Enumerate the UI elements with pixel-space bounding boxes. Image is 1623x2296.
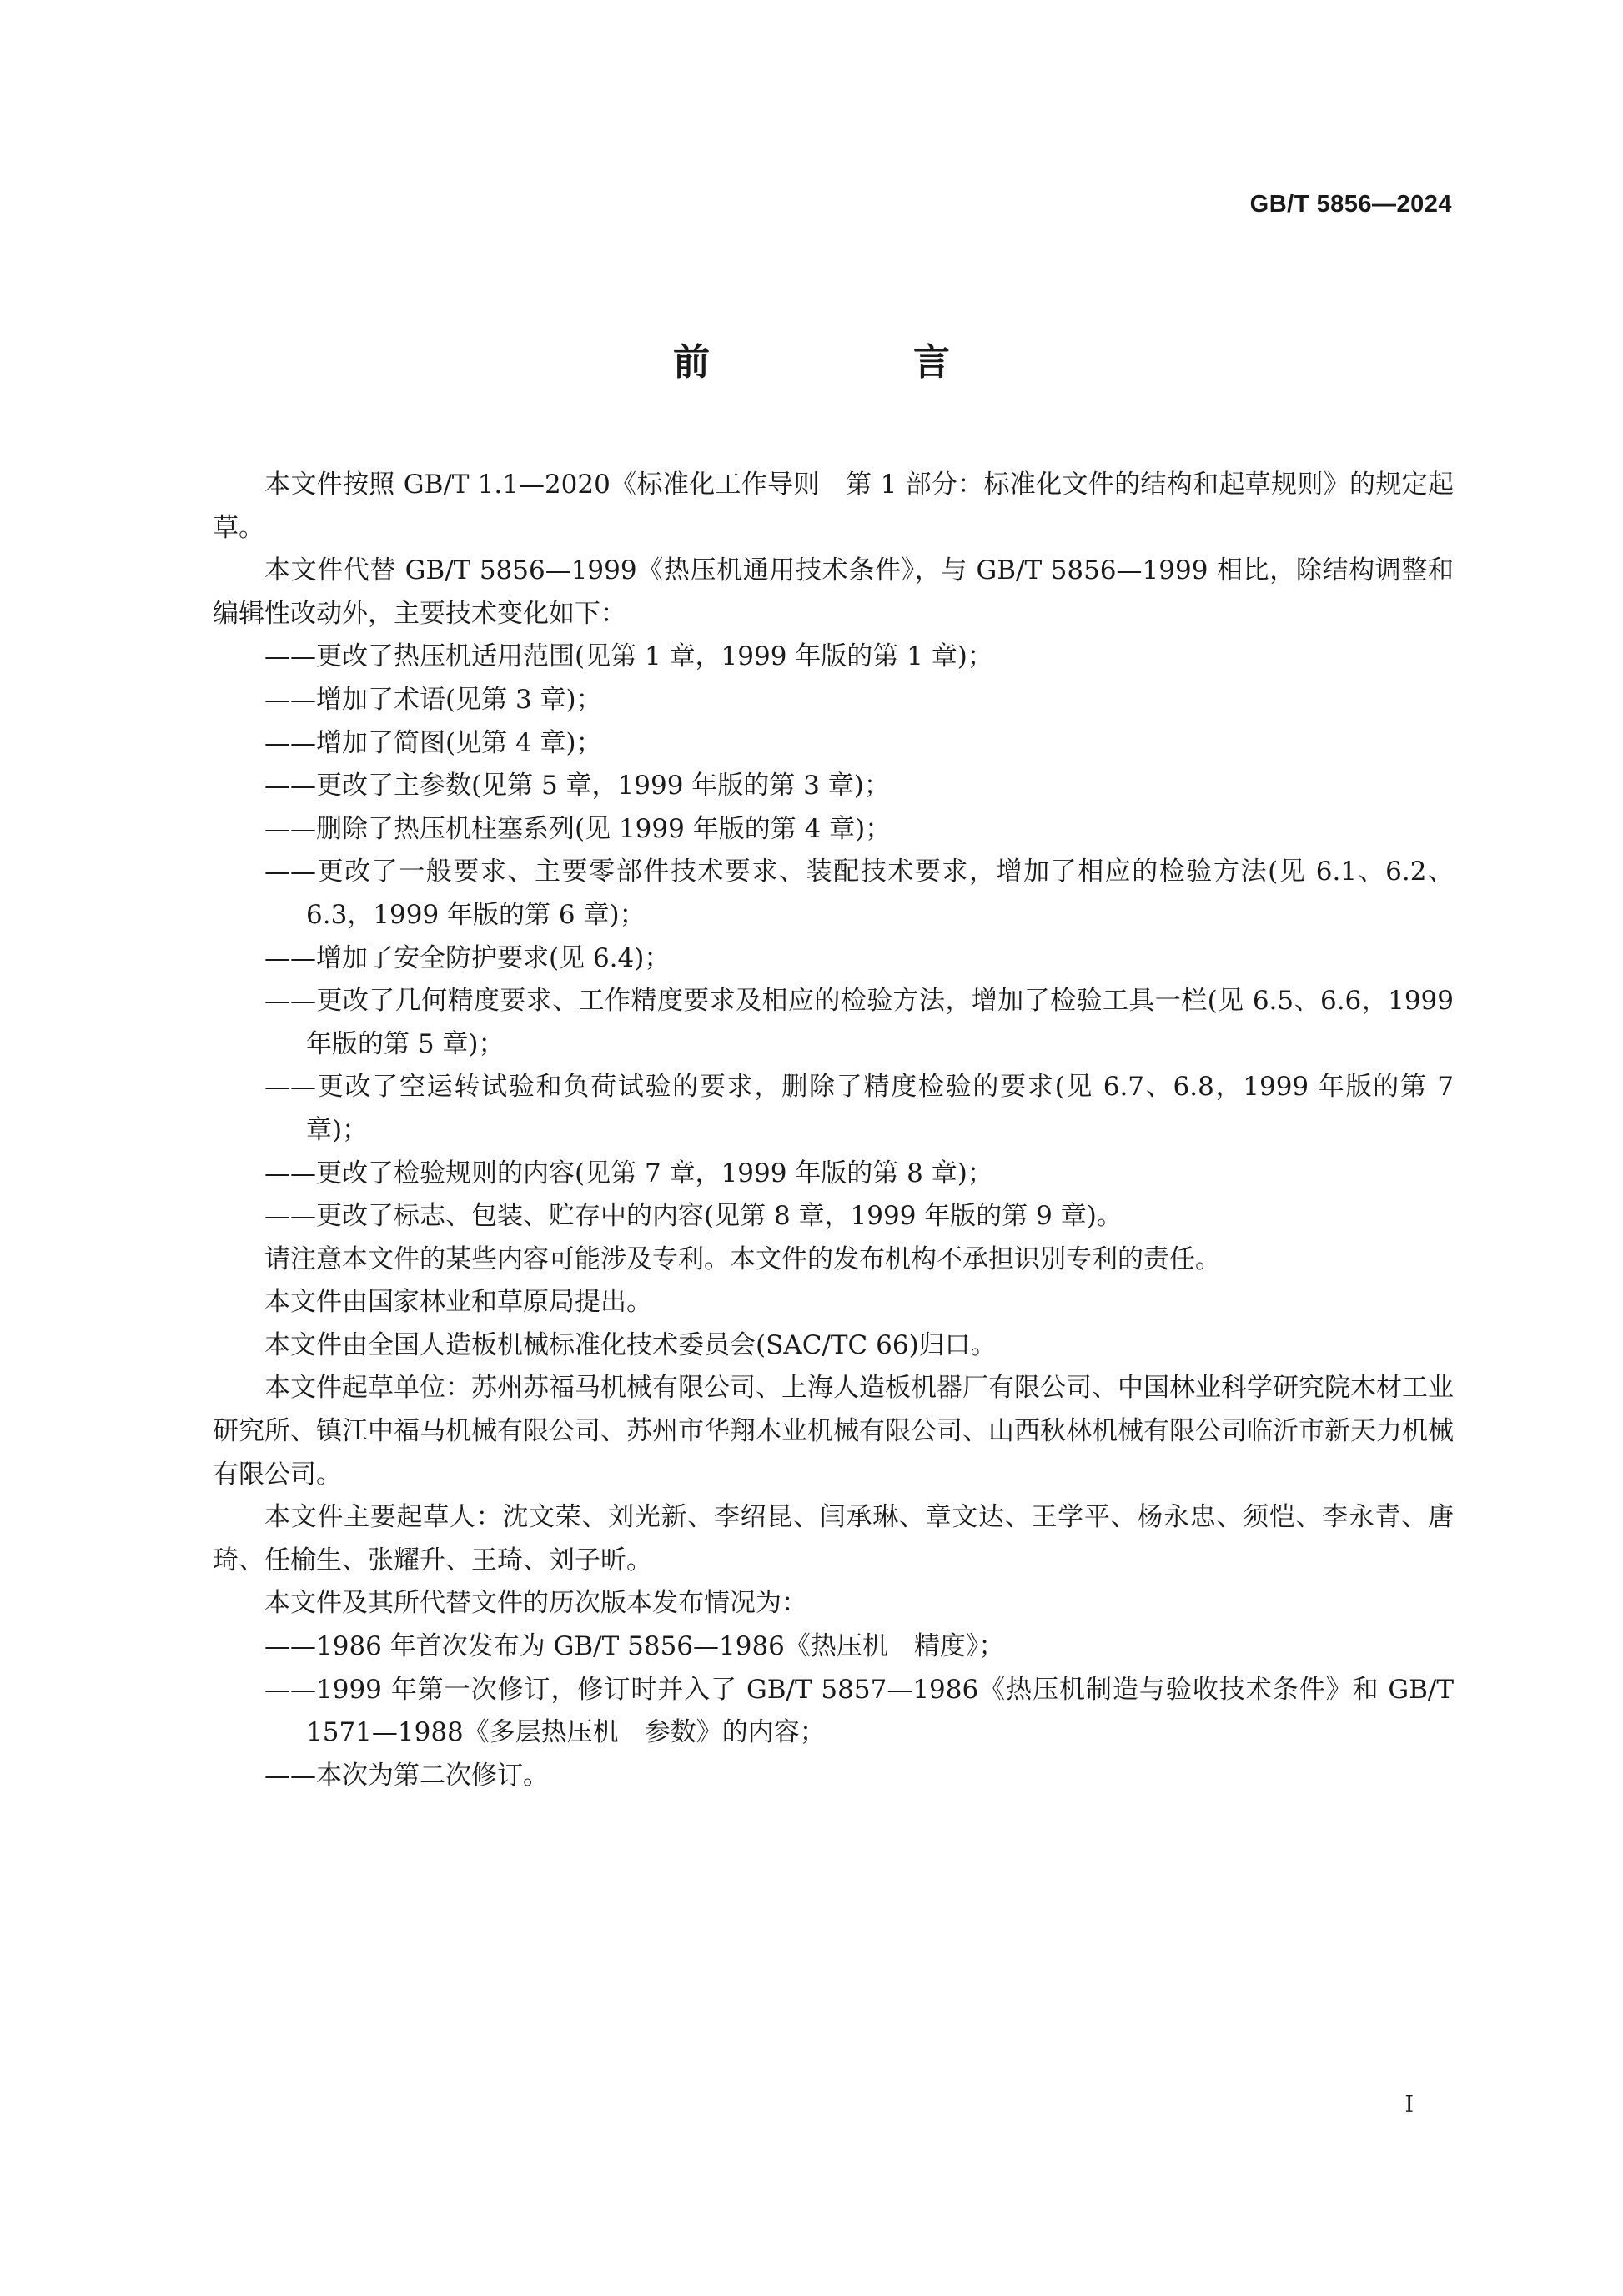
list-item: ——更改了检验规则的内容(见第 7 章，1999 年版的第 8 章)； (264, 1158, 993, 1188)
document-code: GB/T 5856—2024 (1249, 191, 1452, 218)
list-item: ——更改了标志、包装、贮存中的内容(见第 8 章，1999 年版的第 9 章)。 (264, 1201, 1123, 1232)
paragraph: 本文件起草单位：苏州苏福马机械有限公司、上海人造板机器厂有限公司、中国林业科学研究院木材工业研究所、镇江中福马机械有限公司、苏州市华翔木业机械有限公司、山西秋林机械有限公司临沂市新天力机械有限公司。 (213, 1373, 1454, 1490)
paragraph: 本文件主要起草人：沈文荣、刘光新、李绍昆、闫承琳、章文达、王学平、杨永忠、须恺、李永青、唐琦、任榆生、张耀升、王琦、刘子昕。 (213, 1502, 1454, 1575)
preface-body (213, 464, 1454, 1797)
page-title: 前 言 (673, 341, 1033, 384)
list-item: ——更改了主参数(见第 5 章，1999 年版的第 3 章)； (264, 771, 890, 801)
list-item: ——删除了热压机柱塞系列(见 1999 年版的第 4 章)； (264, 813, 892, 844)
list-item: ——更改了几何精度要求、工作精度要求及相应的检验方法，增加了检验工具一栏(见 6.5、6.6，1999 年版的第 5 章)； (264, 986, 1454, 1059)
paragraph: 本文件代替 GB/T 5856—1999《热压机通用技术条件》，与 GB/T 5856—1999 相比，除结构调整和编辑性改动外，主要技术变化如下： (213, 555, 1454, 629)
list-item: ——1986 年首次发布为 GB/T 5856—1986《热压机 精度》； (264, 1631, 1005, 1662)
paragraph: 请注意本文件的某些内容可能涉及专利。本文件的发布机构不承担识别专利的责任。 (264, 1243, 1221, 1274)
paragraph: 本文件由国家林业和草原局提出。 (264, 1287, 652, 1318)
list-item: ——1999 年第一次修订，修订时并入了 GB/T 5857—1986《热压机制造与验收技术条件》和 GB/T 1571—1988《多层热压机 参数》的内容； (264, 1674, 1454, 1748)
paragraph: 本文件按照 GB/T 1.1—2020《标准化工作导则 第 1 部分：标准化文件的结构和起草规则》的规定起草。 (213, 470, 1454, 543)
list-item: ——增加了安全防护要求(见 6.4)； (264, 942, 671, 973)
list-item: ——更改了一般要求、主要零部件技术要求、装配技术要求，增加了相应的检验方法(见 6.1、6.2、6.3，1999 年版的第 6 章)； (264, 857, 1454, 930)
paragraph: 本文件由全国人造板机械标准化技术委员会(SAC/TC 66)归口。 (264, 1329, 997, 1360)
list-item: ——本次为第二次修订。 (264, 1760, 549, 1791)
list-item: ——增加了简图(见第 4 章)； (264, 727, 602, 758)
list-item: ——更改了热压机适用范围(见第 1 章，1999 年版的第 1 章)； (264, 641, 993, 672)
list-item: ——更改了空运转试验和负荷试验的要求，删除了精度检验的要求(见 6.7、6.8，1999 年版的第 7 章)； (264, 1072, 1454, 1145)
paragraph: 本文件及其所代替文件的历次版本发布情况为： (264, 1588, 807, 1619)
page-number: I (1404, 2092, 1414, 2118)
list-item: ——增加了术语(见第 3 章)； (264, 684, 602, 715)
